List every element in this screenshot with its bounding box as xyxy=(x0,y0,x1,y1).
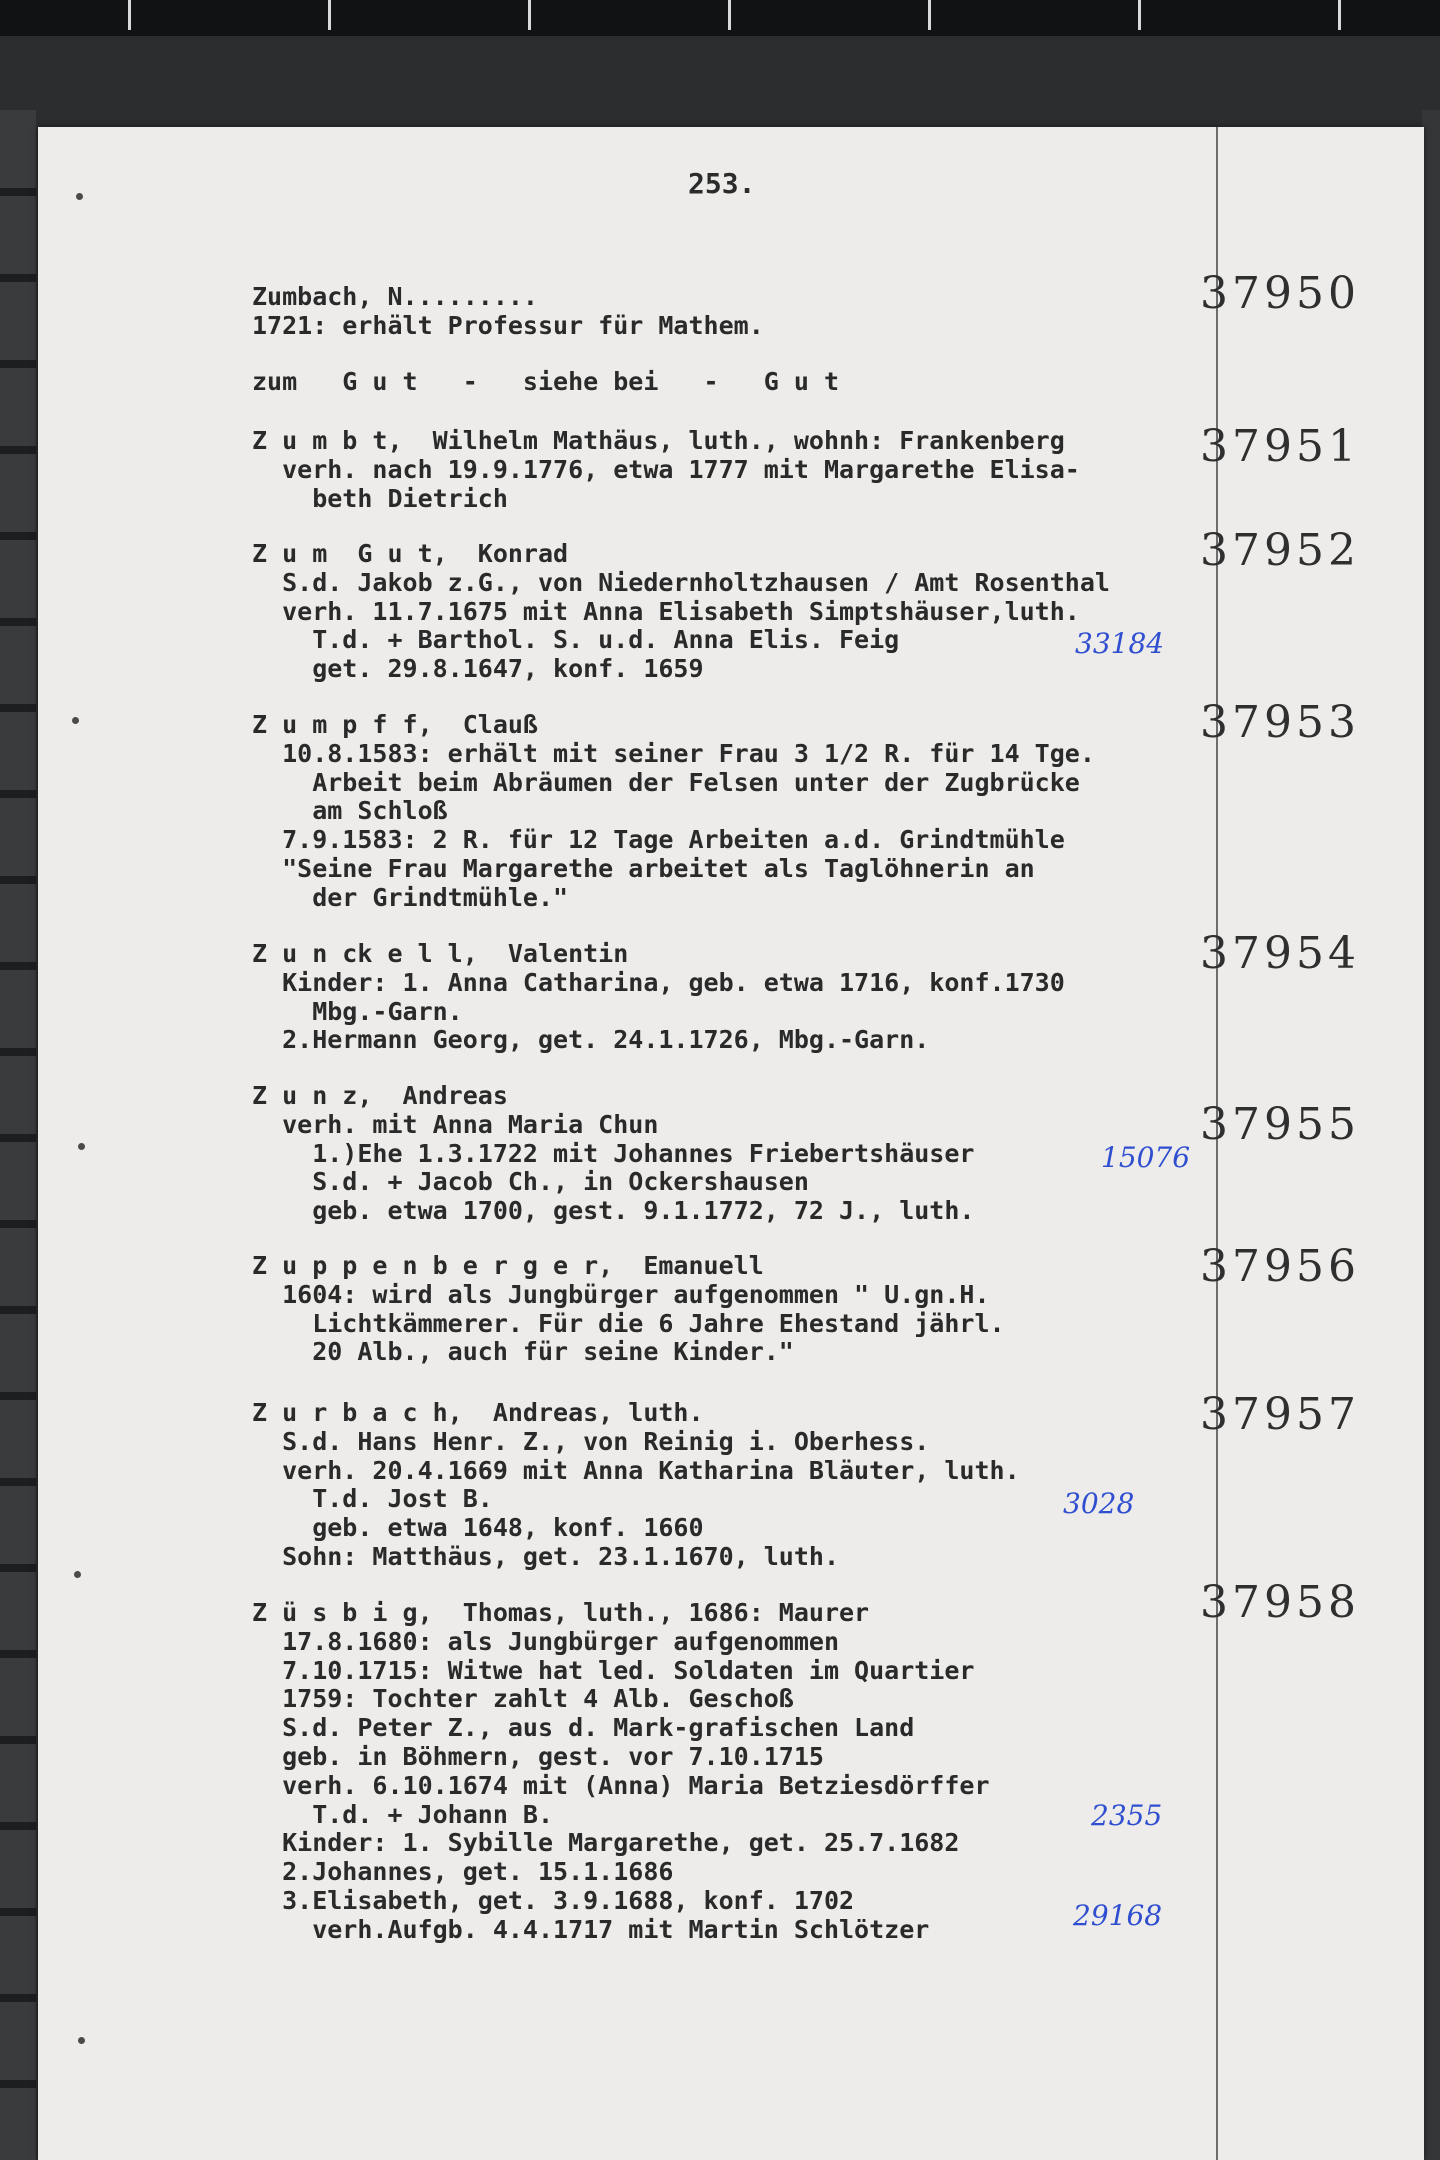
handwritten-reference: 29168 xyxy=(1073,1899,1163,1932)
entry-number: 37954 xyxy=(1200,928,1360,979)
entry-number: 37951 xyxy=(1200,421,1360,472)
entry-line: geb. etwa 1648, konf. 1660 xyxy=(252,1513,704,1543)
entry-number: 37958 xyxy=(1200,1577,1360,1628)
entry-line: geb. in Böhmern, gest. vor 7.10.1715 xyxy=(252,1741,824,1771)
entry-line: verh. 20.4.1669 mit Anna Katharina Bläuter, luth. xyxy=(252,1455,1020,1485)
entry-line: Z ü s b i g, Thomas, luth., 1686: Maurer xyxy=(252,1598,870,1627)
entry-line: Z u r b a c h, Andreas, luth. xyxy=(252,1398,704,1427)
handwritten-reference: 2355 xyxy=(1091,1799,1163,1832)
entry-line: 2.Johannes, get. 15.1.1686 xyxy=(252,1857,674,1887)
punch-hole xyxy=(74,1571,81,1578)
entry-line: Lichtkämmerer. Für die 6 Jahre Ehestand jährl. xyxy=(252,1308,1005,1338)
film-tick xyxy=(328,0,331,30)
entry-line: Sohn: Matthäus, get. 23.1.1670, luth. xyxy=(252,1541,839,1571)
entry-number: 37955 xyxy=(1200,1099,1360,1150)
entry-line: 7.9.1583: 2 R. für 12 Tage Arbeiten a.d. Grindtmühle xyxy=(252,825,1065,855)
entry-line: am Schloß xyxy=(252,796,448,826)
handwritten-reference: 3028 xyxy=(1063,1487,1135,1520)
entry-line: 1721: erhält Professur für Mathem. xyxy=(252,310,764,340)
entry-line: 1759: Tochter zahlt 4 Alb. Geschoß xyxy=(252,1684,794,1714)
entry-37958 xyxy=(252,1599,1252,1945)
entry-line: Z u n z, Andreas xyxy=(252,1081,508,1110)
entry-line: zum G u t - siehe bei - G u t xyxy=(252,367,839,396)
entry-37951 xyxy=(252,427,1252,513)
entry-zum-gut xyxy=(252,368,1252,397)
entry-37954 xyxy=(252,940,1252,1055)
handwritten-reference: 33184 xyxy=(1075,627,1165,660)
handwritten-reference: 15076 xyxy=(1101,1141,1191,1174)
punch-hole xyxy=(76,193,83,200)
entry-line: Arbeit beim Abräumen der Felsen unter der Zugbrücke xyxy=(252,767,1080,797)
entry-line: geb. etwa 1700, gest. 9.1.1772, 72 J., luth. xyxy=(252,1196,975,1226)
entry-line: Mbg.-Garn. xyxy=(252,996,463,1026)
entry-line: verh. 11.7.1675 mit Anna Elisabeth Simptshäuser,luth. xyxy=(252,596,1080,626)
entry-line: 1604: wird als Jungbürger aufgenommen " U.gn.H. xyxy=(252,1279,990,1309)
entry-37950 xyxy=(252,283,1252,341)
film-tick xyxy=(128,0,131,30)
entry-37956 xyxy=(252,1252,1252,1367)
entry-line: Z u m b t, Wilhelm Mathäus, luth., wohnh: Frankenberg xyxy=(252,426,1065,455)
entry-line: T.d. Jost B. xyxy=(252,1484,493,1514)
entry-line: 17.8.1680: als Jungbürger aufgenommen xyxy=(252,1626,839,1656)
entry-line: Z u m G u t, Konrad xyxy=(252,539,569,568)
entry-line: verh. 6.10.1674 mit (Anna) Maria Betziesdörffer xyxy=(252,1770,990,1800)
entry-line: verh. mit Anna Maria Chun xyxy=(252,1109,659,1139)
entry-line: beth Dietrich xyxy=(252,483,508,513)
punch-hole xyxy=(78,1143,85,1150)
entry-line: Zumbach, N......... xyxy=(252,282,538,311)
entry-line: 10.8.1583: erhält mit seiner Frau 3 1/2 R. für 14 Tge. xyxy=(252,738,1095,768)
film-tick xyxy=(528,0,531,30)
entry-number: 37952 xyxy=(1200,525,1360,576)
punch-hole xyxy=(78,2037,85,2044)
film-tick xyxy=(928,0,931,30)
film-tick xyxy=(1338,0,1341,30)
entry-line: verh.Aufgb. 4.4.1717 mit Martin Schlötzer xyxy=(252,1914,930,1944)
page-number: 253. xyxy=(688,167,756,200)
entry-line: T.d. + Barthol. S. u.d. Anna Elis. Feig xyxy=(252,625,900,655)
entry-line: S.d. Jakob z.G., von Niedernholtzhausen / Amt Rosenthal xyxy=(252,567,1110,597)
film-tick xyxy=(728,0,731,30)
entry-line: Z u m p f f, Clauß xyxy=(252,710,538,739)
entry-line: "Seine Frau Margarethe arbeitet als Taglöhnerin an xyxy=(252,853,1035,883)
entry-line: T.d. + Johann B. xyxy=(252,1799,554,1829)
entry-line: 7.10.1715: Witwe hat led. Soldaten im Quartier xyxy=(252,1655,975,1685)
entry-line: der Grindtmühle." xyxy=(252,882,569,912)
entry-line: Z u p p e n b e r g e r, Emanuell xyxy=(252,1251,764,1280)
entry-line: 20 Alb., auch für seine Kinder." xyxy=(252,1337,794,1367)
document-page xyxy=(38,127,1424,2160)
scan-right-edge xyxy=(1422,110,1440,2160)
entry-number: 37953 xyxy=(1200,697,1360,748)
entry-line: Z u n ck e l l, Valentin xyxy=(252,939,629,968)
entry-line: 2.Hermann Georg, get. 24.1.1726, Mbg.-Garn. xyxy=(252,1025,930,1055)
entry-number: 37950 xyxy=(1200,268,1360,319)
entry-line: 1.)Ehe 1.3.1722 mit Johannes Friebertshäuser xyxy=(252,1138,975,1168)
entry-line: S.d. Hans Henr. Z., von Reinig i. Oberhess. xyxy=(252,1426,930,1456)
entry-line: Kinder: 1. Anna Catharina, geb. etwa 1716, konf.1730 xyxy=(252,967,1065,997)
entry-37957 xyxy=(252,1399,1252,1572)
entry-37952 xyxy=(252,540,1252,684)
film-tick xyxy=(1138,0,1141,30)
entry-number: 37956 xyxy=(1200,1241,1360,1292)
scan-left-edge xyxy=(0,110,36,2160)
entry-line: S.d. Peter Z., aus d. Mark-grafischen Land xyxy=(252,1713,915,1743)
entry-line: 3.Elisabeth, get. 3.9.1688, konf. 1702 xyxy=(252,1885,855,1915)
entry-line: Kinder: 1. Sybille Margarethe, get. 25.7.1682 xyxy=(252,1828,960,1858)
entry-37953 xyxy=(252,711,1252,913)
entry-line: S.d. + Jacob Ch., in Ockershausen xyxy=(252,1167,809,1197)
film-strip-top xyxy=(0,0,1440,36)
punch-hole xyxy=(72,717,79,724)
entry-line: verh. nach 19.9.1776, etwa 1777 mit Margarethe Elisa- xyxy=(252,454,1080,484)
entry-number: 37957 xyxy=(1200,1389,1360,1440)
entry-line: get. 29.8.1647, konf. 1659 xyxy=(252,654,704,684)
